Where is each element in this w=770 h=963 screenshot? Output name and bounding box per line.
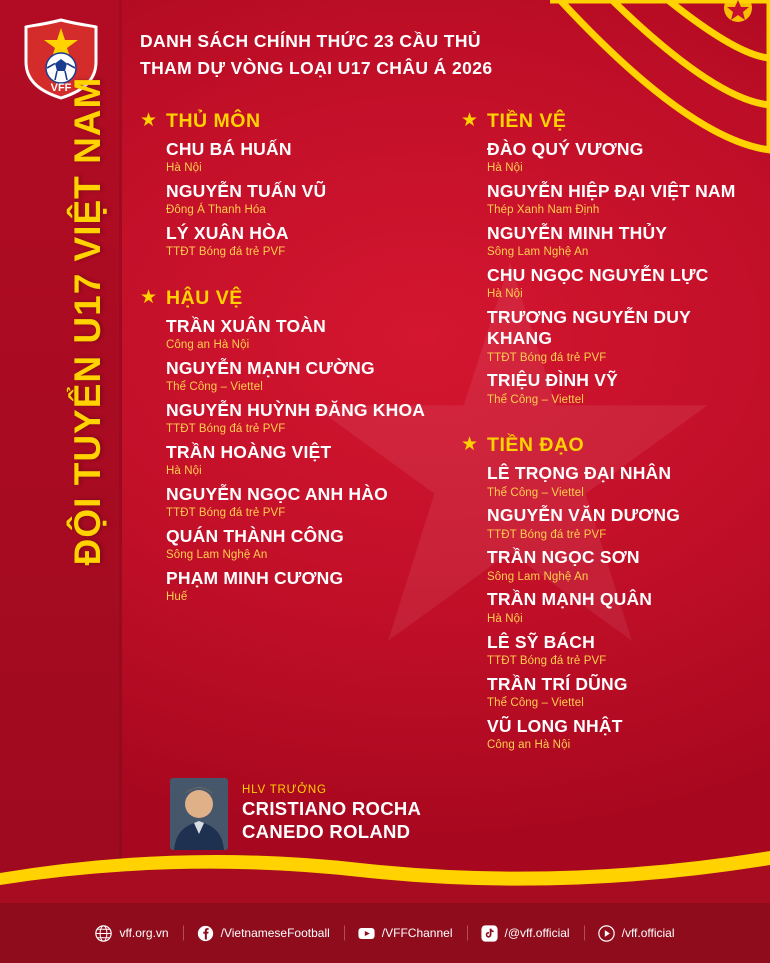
footer-label: /VFFChannel — [381, 926, 453, 940]
footer-item-tiktok[interactable] — [467, 925, 584, 942]
player-name: TRẦN HOÀNG VIỆT — [166, 442, 332, 463]
player-name: NGUYỄN MINH THỦY — [487, 223, 668, 244]
player-name: CHU NGỌC NGUYỄN LỰC — [487, 265, 709, 286]
list-item — [166, 181, 435, 219]
list-item — [487, 265, 756, 303]
list-item — [166, 568, 435, 606]
group-label: TIỀN ĐẠO — [487, 434, 585, 457]
player-name: TRƯƠNG NGUYỄN DUY KHANG — [487, 307, 691, 349]
list-item — [166, 484, 435, 522]
list-item — [487, 505, 756, 543]
star-icon: ★ — [461, 434, 479, 456]
coach-text — [242, 784, 421, 843]
coach-name-line-1: CRISTIANO ROCHA — [242, 798, 422, 820]
list-item — [487, 370, 756, 408]
player-club: Thép Xanh Nam Định — [487, 204, 600, 217]
player-club: Công an Hà Nội — [166, 339, 250, 352]
list-item — [166, 400, 435, 438]
player-club: Hà Nội — [487, 612, 523, 625]
player-club: Hà Nội — [487, 288, 523, 301]
list-item — [487, 547, 756, 585]
list-item — [166, 139, 435, 177]
player-name: NGUYỄN NGỌC ANH HÀO — [166, 484, 388, 505]
squad-column-left — [140, 110, 435, 780]
player-name: QUÁN THÀNH CÔNG — [166, 526, 344, 547]
player-name: ĐÀO QUÝ VƯƠNG — [487, 139, 644, 159]
youtube-icon — [358, 925, 375, 942]
player-name: TRẦN MẠNH QUÂN — [487, 589, 653, 610]
head-coach-block — [170, 778, 421, 850]
position-group-midfielders — [461, 110, 756, 408]
player-name: TRẦN TRÍ DŨNG — [487, 673, 628, 694]
coach-role: HLV TRƯỞNG — [242, 784, 327, 797]
player-club: Đông Á Thanh Hóa — [166, 204, 266, 217]
star-icon: ★ — [140, 287, 158, 309]
footer-label: vff.org.vn — [119, 926, 169, 940]
tiktok-icon — [481, 925, 498, 942]
player-name: TRẦN NGỌC SƠN — [487, 547, 640, 568]
player-club: TTĐT Bóng đá trẻ PVF — [166, 507, 286, 520]
player-club: TTĐT Bóng đá trẻ PVF — [166, 423, 286, 436]
group-title — [461, 434, 756, 457]
footer-label: /VietnameseFootball — [220, 926, 330, 940]
footer-social-bar — [0, 903, 770, 963]
list-item — [487, 307, 756, 366]
player-club: Thể Công – Viettel — [166, 381, 263, 394]
footer-item-facebook[interactable] — [183, 925, 344, 942]
player-club: Sông Lam Nghệ An — [166, 549, 268, 562]
squad-column-right — [461, 110, 756, 780]
player-club: TTĐT Bóng đá trẻ PVF — [166, 246, 286, 259]
player-name: NGUYỄN HUỲNH ĐĂNG KHOA — [166, 400, 426, 421]
list-item — [166, 526, 435, 564]
player-club: Thể Công – Viettel — [487, 696, 584, 709]
header-line-1: DANH SÁCH CHÍNH THỨC 23 CẦU THỦ — [140, 31, 481, 51]
svg-text:VFF: VFF — [50, 82, 72, 94]
star-icon: ★ — [140, 110, 158, 131]
list-item — [166, 316, 435, 354]
player-club: Hà Nội — [166, 465, 202, 478]
player-name: PHẠM MINH CƯƠNG — [166, 568, 344, 589]
group-label: THỦ MÔN — [166, 110, 261, 132]
header-line-2: THAM DỰ VÒNG LOẠI U17 CHÂU Á 2026 — [140, 58, 493, 79]
group-title — [140, 110, 435, 133]
position-group-forwards — [461, 434, 756, 753]
list-item — [487, 716, 756, 754]
player-name: NGUYỄN TUẤN VŨ — [166, 181, 327, 202]
group-label: TIỀN VỆ — [487, 110, 567, 132]
footer-label: /@vff.official — [504, 926, 570, 940]
play-icon — [598, 925, 615, 942]
player-name: CHU BÁ HUẤN — [166, 139, 292, 159]
position-group-goalkeepers — [140, 110, 435, 261]
list-item — [166, 358, 435, 396]
list-item — [487, 181, 756, 219]
footer-label: /vff.official — [621, 926, 675, 940]
list-item — [487, 463, 756, 501]
group-title — [461, 110, 756, 133]
squad-columns — [140, 110, 760, 780]
group-title — [140, 287, 435, 310]
player-name: TRẦN XUÂN TOÀN — [166, 316, 326, 337]
player-club: Hà Nội — [487, 162, 523, 175]
coach-name-line-2: CANEDO ROLAND — [242, 821, 411, 842]
position-group-defenders — [140, 287, 435, 606]
player-name: LÊ SỸ BÁCH — [487, 631, 595, 652]
player-name: NGUYỄN MẠNH CƯỜNG — [166, 358, 375, 379]
poster-header — [140, 28, 740, 82]
list-item — [487, 223, 756, 261]
player-club: TTĐT Bóng đá trẻ PVF — [487, 654, 607, 667]
list-item — [166, 442, 435, 480]
list-item — [487, 589, 756, 627]
player-club: TTĐT Bóng đá trẻ PVF — [487, 528, 607, 541]
globe-icon — [95, 925, 112, 942]
player-name: LÊ TRỌNG ĐẠI NHÂN — [487, 463, 672, 484]
star-icon: ★ — [461, 110, 479, 131]
footer-item-play[interactable] — [584, 925, 689, 942]
coach-avatar — [170, 778, 228, 850]
player-name: NGUYỄN HIỆP ĐẠI VIỆT NAM — [487, 181, 736, 202]
list-item — [166, 223, 435, 261]
player-name: VŨ LONG NHẬT — [487, 715, 623, 736]
player-club: Huế — [166, 591, 188, 604]
player-club: Thể Công – Viettel — [487, 486, 584, 499]
poster-vertical-title: ĐỘI TUYỂN U17 VIỆT NAM — [67, 76, 108, 566]
list-item — [487, 139, 756, 177]
list-item — [487, 632, 756, 670]
player-name: NGUYỄN VĂN DƯƠNG — [487, 505, 681, 526]
list-item — [487, 674, 756, 712]
group-label: HẬU VỆ — [166, 287, 243, 310]
player-name: TRIỆU ĐÌNH VỸ — [487, 370, 618, 391]
player-club: Thể Công – Viettel — [487, 393, 584, 406]
footer-item-youtube[interactable] — [344, 925, 467, 942]
player-club: Sông Lam Nghệ An — [487, 570, 589, 583]
player-club: Công an Hà Nội — [487, 738, 571, 751]
player-club: TTĐT Bóng đá trẻ PVF — [487, 351, 607, 364]
player-name: LÝ XUÂN HÒA — [166, 223, 289, 244]
footer-item-website[interactable] — [81, 925, 182, 942]
player-club: Sông Lam Nghệ An — [487, 246, 589, 259]
player-club: Hà Nội — [166, 162, 202, 175]
facebook-icon — [197, 925, 214, 942]
